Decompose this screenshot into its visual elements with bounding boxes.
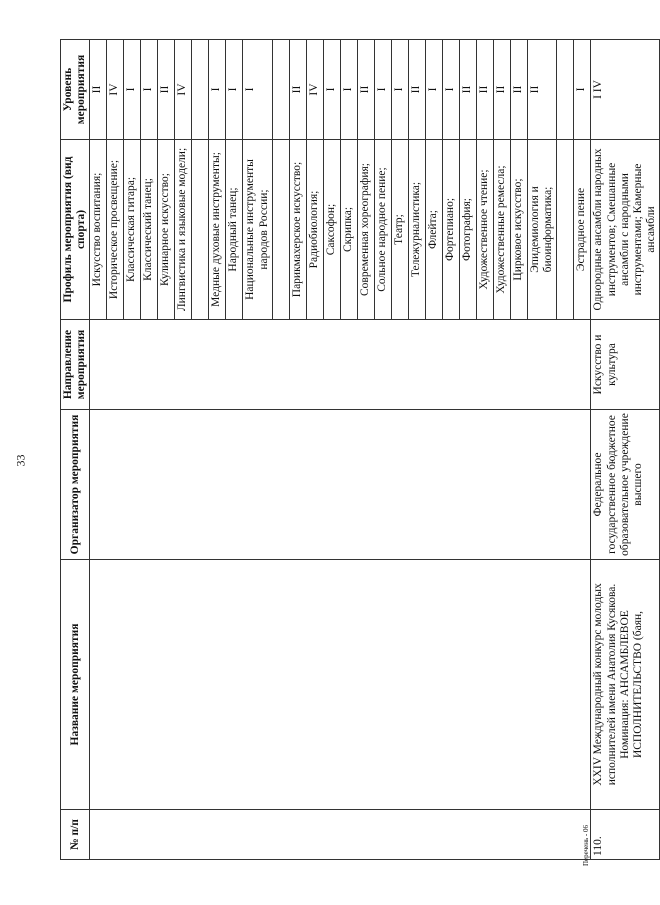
level-cell: I [124, 40, 141, 140]
event-table [60, 39, 660, 860]
profile-cell: Радиобиология; [306, 140, 323, 320]
level-cell [557, 40, 574, 140]
level-cell: I [574, 40, 591, 140]
entry-direction: Искусство и культура [591, 320, 660, 410]
entry-name: XXIV Международный конкурс молодых исполнителей имени Анатолия Кусякова. Номинация: АНСАМБЛЕВОЕ ИСПОЛНИТЕЛЬСТВО (баян, [591, 560, 660, 810]
header-profile: Профиль мероприятия (вид спорта) [61, 140, 90, 320]
header-level: Уровень мероприятия [61, 40, 90, 140]
profile-cell: Современная хореография; [357, 140, 374, 320]
profile-cell: Парикмахерское искусство; [289, 140, 306, 320]
prev-name-cell [90, 560, 591, 810]
profile-cell: Медные духовые инструменты; [209, 140, 226, 320]
profile-cell [272, 140, 289, 320]
header-name: Название мероприятия [61, 560, 90, 810]
entry-level: I IV [591, 40, 660, 140]
profile-cell: Художественные ремесла; [493, 140, 510, 320]
profile-cell: Скрипка; [340, 140, 357, 320]
level-cell: I [374, 40, 391, 140]
profile-cell: Эстрадное пение [574, 140, 591, 320]
level-cell: I [391, 40, 408, 140]
footer-note: Перечень - 06 [582, 825, 590, 866]
profile-cell: Саксофон; [323, 140, 340, 320]
profile-cell: Фотография; [459, 140, 476, 320]
level-cell: I [323, 40, 340, 140]
prev-organizer-cell [90, 410, 591, 560]
profile-cell: Сольное народное пение; [374, 140, 391, 320]
level-cell: I [243, 40, 272, 140]
profile-cell: Классический танец; [141, 140, 158, 320]
level-cell: II [289, 40, 306, 140]
table-row [90, 40, 107, 860]
entry-num: 110. [591, 810, 660, 860]
prev-num-cell [90, 810, 591, 860]
level-cell: IV [107, 40, 124, 140]
level-cell: II [408, 40, 425, 140]
profile-cell [557, 140, 574, 320]
prev-direction-cell [90, 320, 591, 410]
level-cell: II [90, 40, 107, 140]
level-cell [272, 40, 289, 140]
level-cell: II [510, 40, 527, 140]
profile-cell: Цирковое искусство; [510, 140, 527, 320]
profile-cell: Тележурналистика; [408, 140, 425, 320]
level-cell: IV [306, 40, 323, 140]
profile-cell: Флейта; [425, 140, 442, 320]
profile-cell: Фортепиано; [442, 140, 459, 320]
level-cell: I [340, 40, 357, 140]
profile-cell: Художественное чтение; [476, 140, 493, 320]
entry-organizer: Федеральное государственное бюджетное образовательное учреждение высшего [591, 410, 660, 560]
level-cell: II [357, 40, 374, 140]
level-cell: II [493, 40, 510, 140]
level-cell: IV [175, 40, 192, 140]
profile-cell: Национальные инструменты народов России; [243, 140, 272, 320]
profile-cell: Лингвистика и языковые модели; [175, 140, 192, 320]
profile-cell: Народный танец; [226, 140, 243, 320]
header-organizer: Организатор мероприятия [61, 410, 90, 560]
level-cell: II [527, 40, 556, 140]
profile-cell: Искусство воспитания; [90, 140, 107, 320]
profile-cell [192, 140, 209, 320]
level-cell: I [425, 40, 442, 140]
level-cell [192, 40, 209, 140]
level-cell: I [141, 40, 158, 140]
entry-profile: Однородные ансамбли народных инструментов; Смешанные ансамбли с народными инструментами; Камерные ансамбли [591, 140, 660, 320]
profile-cell: Классическая гитара; [124, 140, 141, 320]
header-row [61, 40, 90, 860]
profile-cell: Театр; [391, 140, 408, 320]
page-number: 33 [13, 454, 28, 467]
level-cell: I [209, 40, 226, 140]
level-cell: II [158, 40, 175, 140]
profile-cell: Эпидемиология и биоинформатика; [527, 140, 556, 320]
level-cell: II [476, 40, 493, 140]
table-row-110 [591, 40, 660, 860]
level-cell: I [442, 40, 459, 140]
event-table-rotated [60, 40, 658, 860]
level-cell: II [459, 40, 476, 140]
header-direction: Направление мероприятия [61, 320, 90, 410]
profile-cell: Кулинарное искусство; [158, 140, 175, 320]
header-num: № п/п [61, 810, 90, 860]
profile-cell: Историческое просвещение; [107, 140, 124, 320]
level-cell: I [226, 40, 243, 140]
